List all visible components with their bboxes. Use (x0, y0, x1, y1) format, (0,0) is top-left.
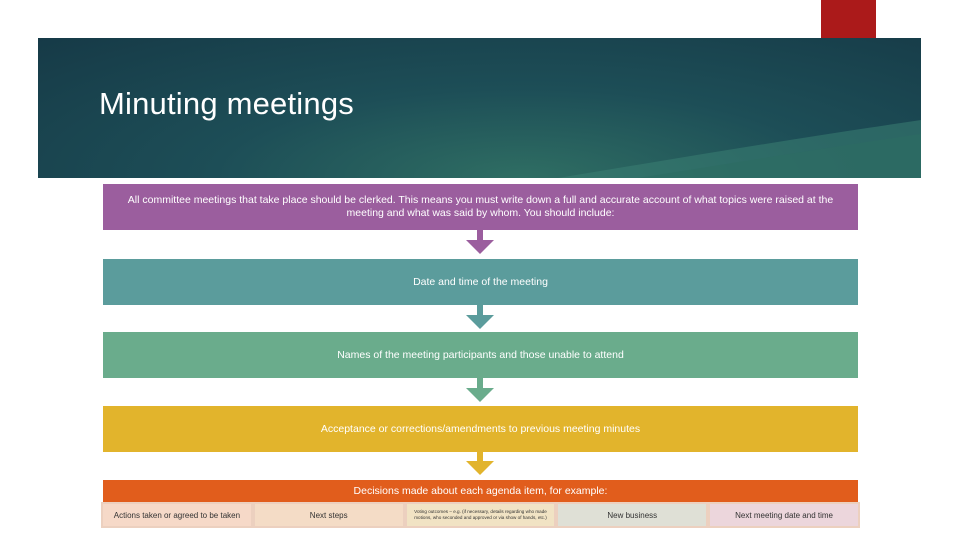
example-label: Actions taken or agreed to be taken (113, 510, 241, 520)
example-label: Voting outcomes – e.g. (if necessary, details regarding who made motions, who seconded and approved or via show of hands, etc.) (414, 509, 547, 520)
step-date-box: Date and time of the meeting (103, 259, 858, 305)
down-arrow-icon (466, 461, 494, 475)
example-label: New business (607, 510, 658, 520)
example-item (710, 504, 858, 526)
examples-row (101, 502, 860, 528)
example-label: Next meeting date and time (735, 510, 833, 520)
step-names-box: Names of the meeting participants and those unable to attend (103, 332, 858, 378)
step-acceptance-box: Acceptance or corrections/amendments to previous meeting minutes (103, 406, 858, 452)
example-item (103, 504, 251, 526)
example-item (558, 504, 706, 526)
down-arrow-icon (466, 240, 494, 254)
slide-title: Minuting meetings (99, 86, 354, 121)
intro-box: All committee meetings that take place should be clerked. This means you must write down a full and accurate account of what topics were raised at the meeting and what was said by whom. You should include: (103, 184, 858, 230)
example-item (255, 504, 403, 526)
decisions-box: Decisions made about each agenda item, for example: (103, 480, 858, 502)
example-item (407, 504, 555, 526)
example-label: Next steps (309, 510, 348, 520)
down-arrow-icon (466, 388, 494, 402)
down-arrow-icon (466, 315, 494, 329)
